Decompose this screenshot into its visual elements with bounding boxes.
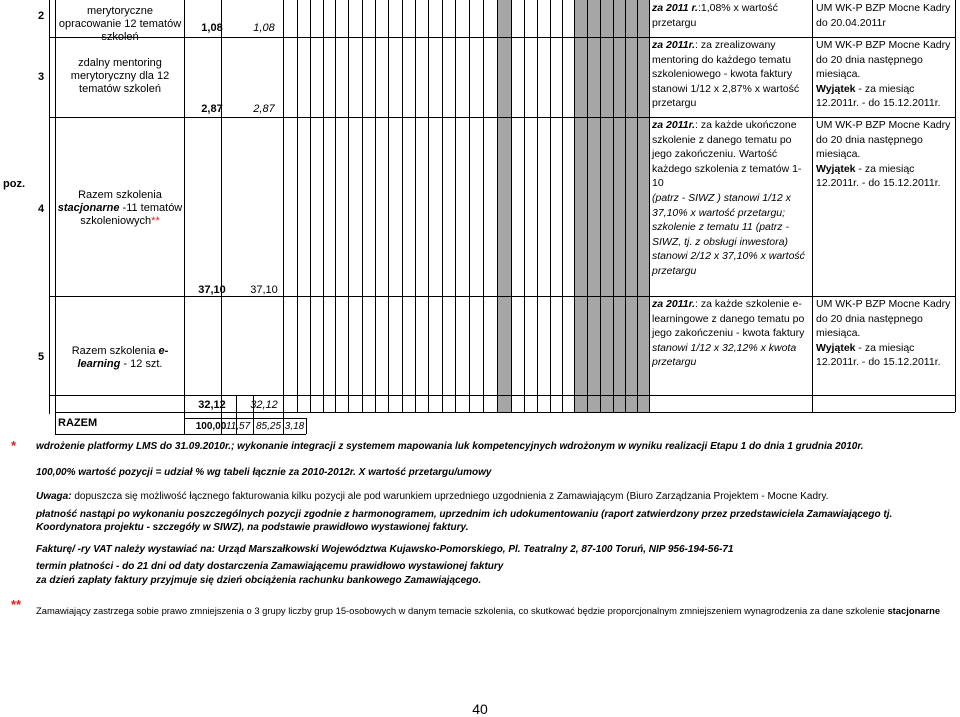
note-faktura: Fakturę/ -ry VAT należy wystawiać na: Urząd Marszałkowski Województwa Kujawsko-Pomorskiego, Pl. Teatralny 2, 87-100 Toruń, NIP 956-194-56-71 [36,544,734,555]
gantt-column-2 [574,0,587,412]
row-value-1: 2,87 [201,103,223,115]
footnote-star-mark: * [11,438,17,453]
deadline: UM WK-P BZP Mocne Kadry do 20.04.2011r [816,2,951,29]
gantt-column-4 [600,0,613,412]
deadline: UM WK-P BZP Mocne Kadry do 20 dnia następnego miesiąca. Wyjątek - za miesiąc 12.2011r. - do 15.12.2011r. [816,39,951,110]
note-platnosc: płatność nastąpi po wykonaniu poszczególnych pozycji zgodnie z harmonogramem, uprzednim ich udokumentowaniu (raport zatwierdzony przez przedstawiciela Zamawiającego tj. Koordynatora projektu - szczegóły w SIWZ), na podstawie prawidłowo wystawionej faktury. [36,509,893,533]
note-termin-1: termin płatności - do 21 dni od daty dostarczenia Zamawiającemu prawidłowo wystawionej faktury [36,561,504,572]
total-value-4: 3,18 [284,421,305,432]
row-value-2: 32,12 [250,399,278,411]
row-value-1: 1,08 [201,22,223,34]
row-value-1: 32,12 [198,399,226,411]
gantt-column-6 [625,0,637,412]
row-number: 4 [38,203,45,215]
row-name: zdalny mentoring merytoryczny dla 12 tematów szkoleń [70,57,170,95]
total-label: RAZEM [58,417,98,429]
gantt-column-5 [613,0,625,412]
note-termin-2: za dzień zapłaty faktury przyjmuje się dzień obciążenia rachunku bankowego Zamawiającego. [36,575,482,586]
row-name: Razem szkolenia e-learning - 12 szt. [71,345,169,370]
deadline: UM WK-P BZP Mocne Kadry do 20 dnia następnego miesiąca. Wyjątek - za miesiąc 12.2011r. - do 15.12.2011r. [816,119,951,190]
gantt-column-7 [637,0,649,412]
payment-terms: za 2011r.: za każde ukończone szkolenie z danego tematu po jego zakończeniu. Wartość każdego szkolenia z tematów 1-10 (patrz - SIWZ ) stanowi 1/12 x 37,10% x wartość przetargu; szkolenie z tematu 11 (patrz - SIWZ, tj. z obsługi inwestora) stanowi 2/12 x 37,10% x wartość przetargu [652,119,805,277]
payment-terms: za 2011r.: za zrealizowany mentoring do każdego tematu szkoleniowego - kwota faktury stanowi 1/12 x 2,87% x wartość przetargu [652,39,800,110]
gantt-column-1 [497,0,511,412]
total-value-2: 11,57 [225,421,251,432]
payment-terms: za 2011r.: za każde szkolenie e-learningowe z danego tematu po jego zakończeniu - kwota faktury stanowi 1/12 x 32,12% x kwota przetargu [652,298,805,369]
footnote-groups: Zamawiający zastrzega sobie prawo zmniejszenia o 3 grupy liczby grup 15-osobowych w danym temacie szkolenia, co skutkować będzie proporcjonalnym zmniejszeniem wynagrodzenia za dane szkolenie stacjonarne [36,605,941,616]
column-header-position: poz. [3,178,25,190]
row-value-2: 2,87 [253,103,275,115]
page-number: 40 [472,701,488,717]
row-value-1: 37,10 [198,284,226,296]
row-name: merytoryczne opracowanie 12 tematów szkoleń [58,5,182,43]
row-number: 3 [38,71,45,83]
note-uwaga: Uwaga: dopuszcza się możliwość łącznego fakturowania kilku pozycji ale pod warunkiem uprzedniego uzgodnienia z Zamawiającym (Biuro Zarządzania Projektem - Mocne Kadry. [36,491,829,502]
payment-terms: za 2011 r.:1,08% x wartość przetargu [652,2,778,29]
footnote-double-star-mark: ** [11,597,22,612]
gantt-column-3 [587,0,600,412]
row-value-2: 37,10 [250,284,278,296]
total-value-3: 85,25 [255,421,282,432]
note-percent: 100,00% wartość pozycji = udział % wg tabeli łącznie za 2010-2012r. X wartość przetargu/umowy [36,467,492,478]
footnote-lms: wdrożenie platformy LMS do 31.09.2010r.; wykonanie integracji z systemem mapowania luk kompetencyjnych wdrożonym w wyniku realizacji Etapu 1 do dnia 1 grudnia 2010r. [36,441,864,452]
row-value-2: 1,08 [253,22,275,34]
total-value-1: 100,00 [195,421,227,432]
row-number: 2 [38,10,45,22]
row-number: 5 [38,351,45,363]
deadline: UM WK-P BZP Mocne Kadry do 20 dnia następnego miesiąca. Wyjątek - za miesiąc 12.2011r. - do 15.12.2011r. [816,298,951,369]
row-name: Razem szkolenia stacjonarne -11 tematów szkoleniowych** [57,189,183,227]
